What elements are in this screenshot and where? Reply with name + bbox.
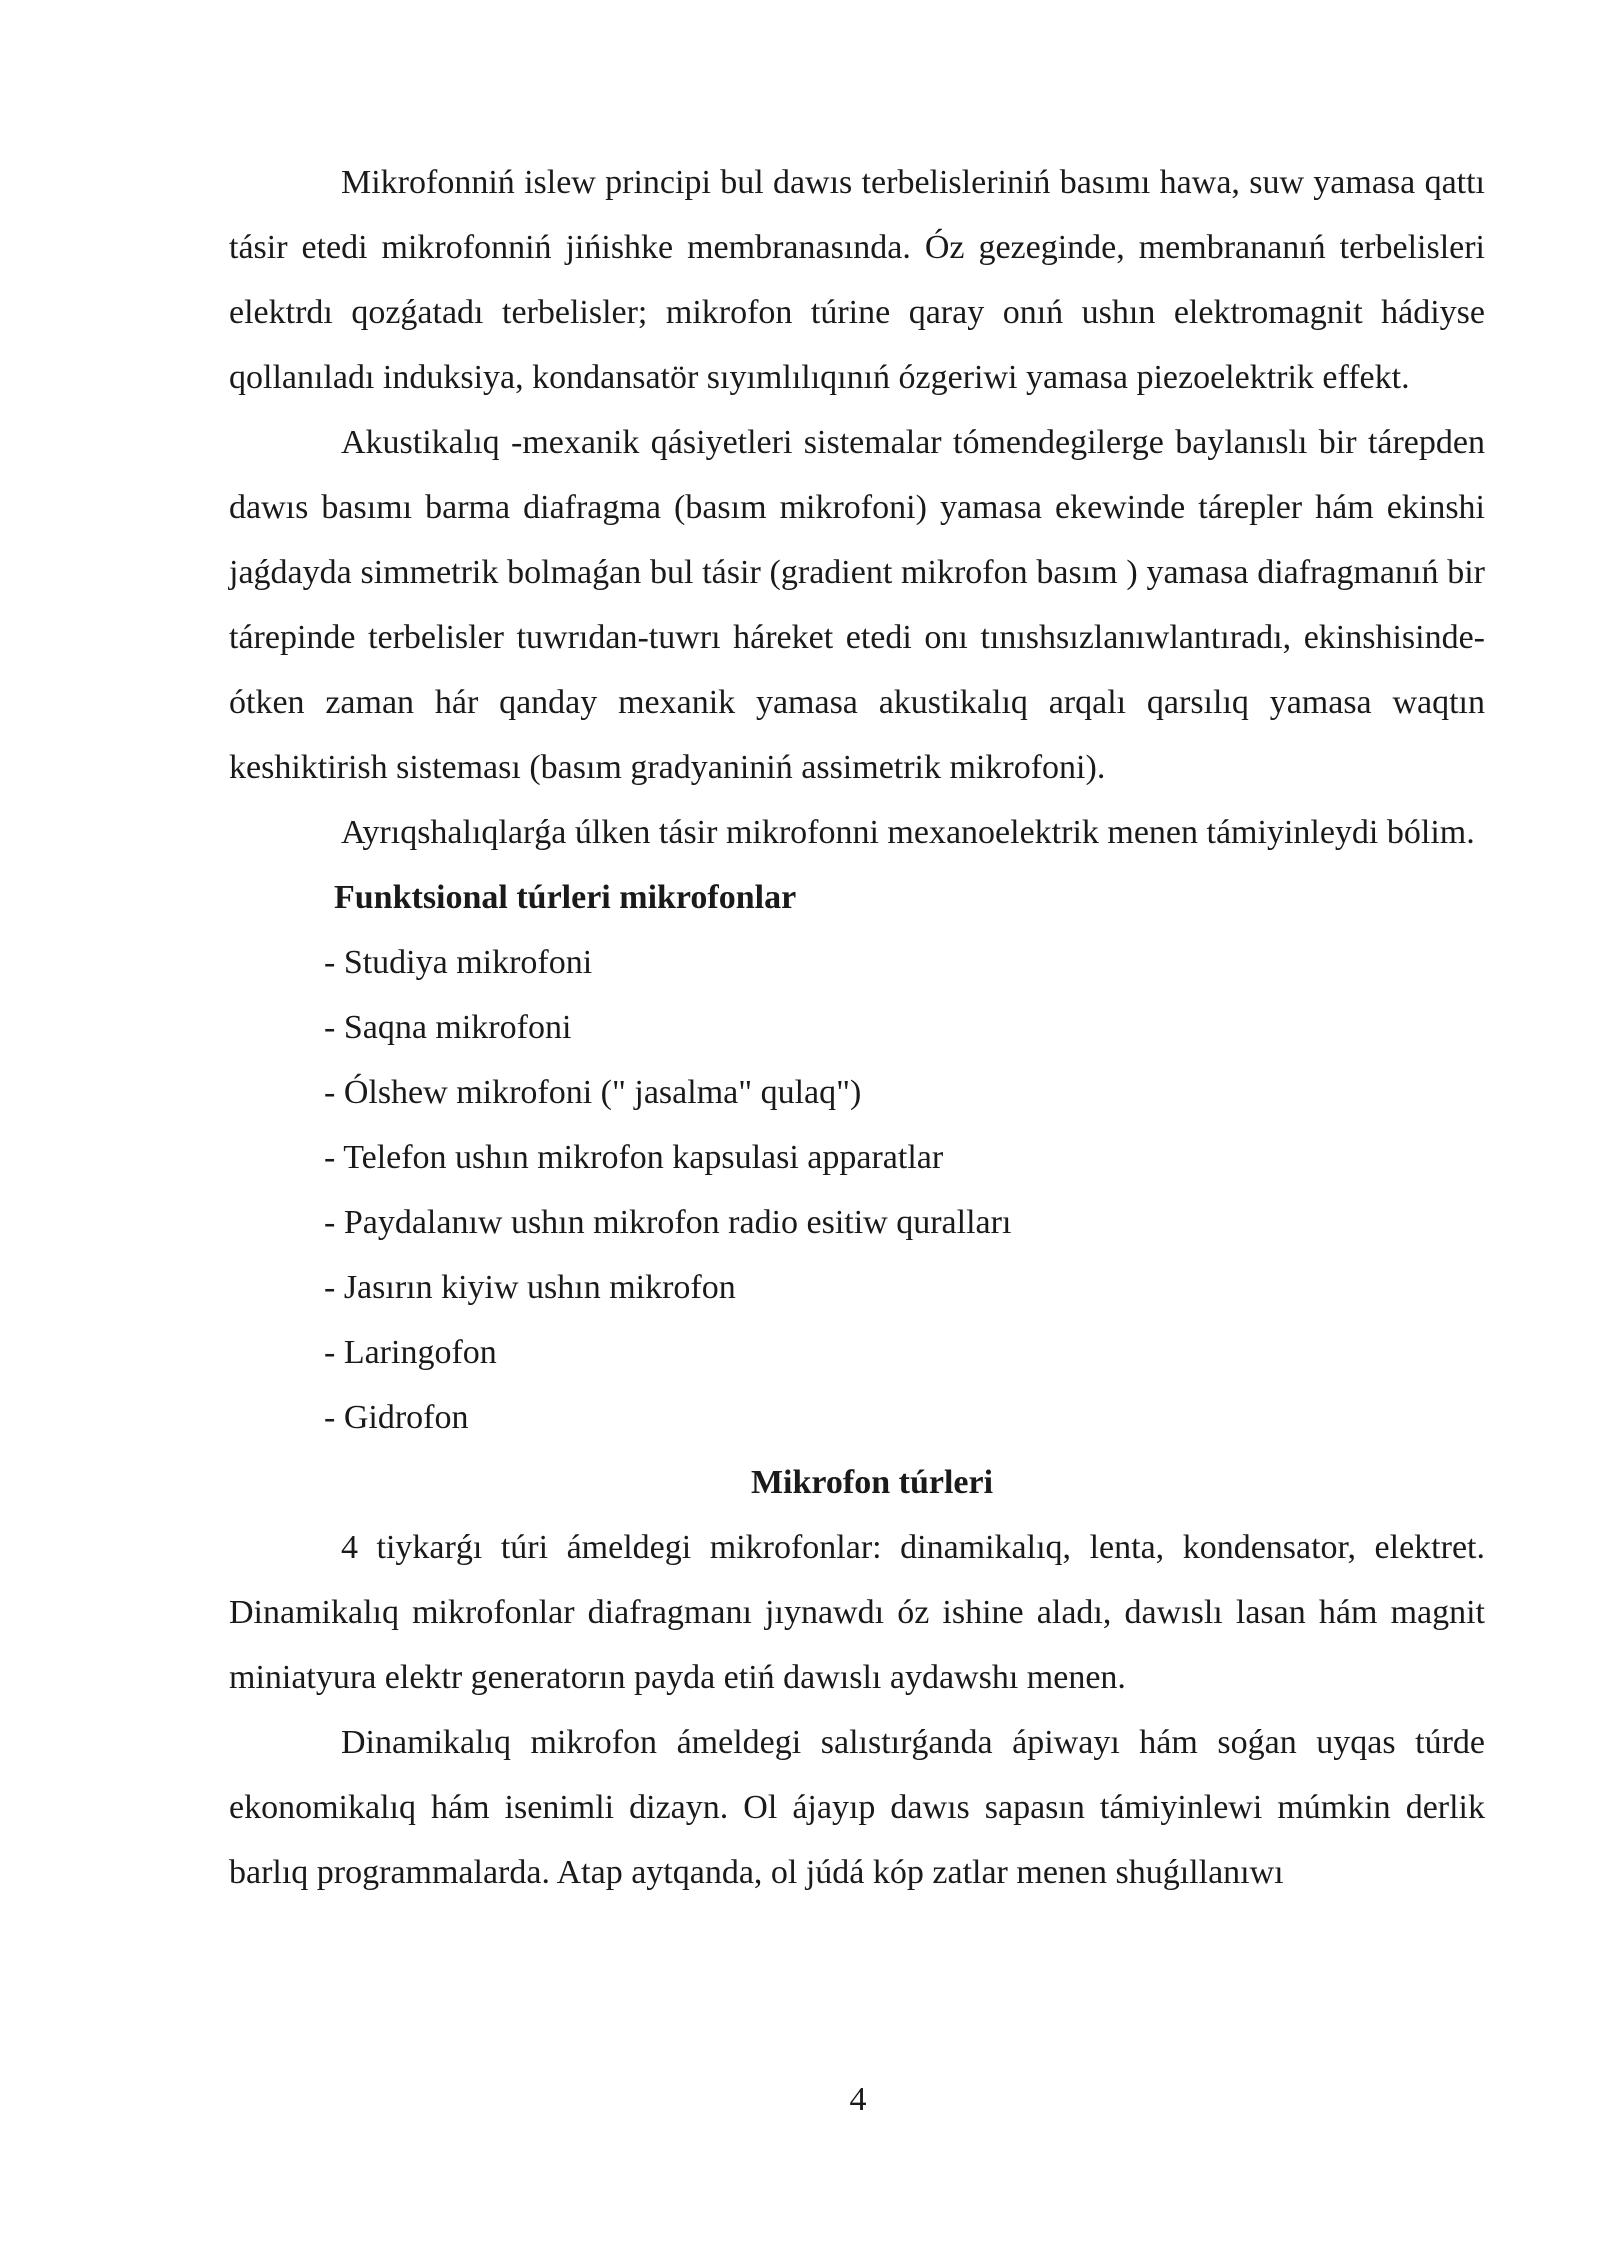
list-item: - Ólshew mikrofoni (" jasalma" qulaq") [324, 1074, 862, 1111]
microphone-types-list [229, 930, 1485, 1450]
list-item: - Gidrofon [324, 1399, 469, 1436]
section-heading: Funktsional túrleri mikrofonlar [334, 879, 797, 916]
list-item: - Laringofon [324, 1334, 497, 1371]
list-item: - Saqna mikrofoni [324, 1009, 572, 1046]
section-heading: Mikrofon túrleri [750, 1464, 994, 1501]
paragraph: Akustikalıq -mexanik qásiyetleri sistemalar tómendegilerge baylanıslı bir tárepden dawıs basımı barma diafragma (basım mikrofoni) yamasa ekewinde tárepler hám ekinshi jaǵdayda simmetrik bolmaǵan bul tásir (gradient mikrofon basım ) yamasa diafragmanıń bir tárepinde terbelisler tuwrıdan-tuwrı háreket etedi onı tınıshsızlanıwlantıradı, ekinshisinde-ótken zaman hár qanday mexanik yamasa akustikalıq arqalı qarsılıq yamasa waqtın keshiktirish sisteması (basım gradyaniniń assimetrik mikrofoni). [229, 424, 1485, 786]
list-item: - Jasırın kiyiw ushın mikrofon [324, 1269, 736, 1306]
list-item: - Studiya mikrofoni [324, 944, 593, 981]
list-item: - Paydalanıw ushın mikrofon radio esitiw quralları [324, 1204, 1012, 1241]
paragraph: Mikrofonniń islew principi bul dawıs terbelisleriniń basımı hawa, suw yamasa qattı tásir etedi mikrofonniń jińishke membranasında. Óz gezeginde, membrananıń terbelisleri elektrdı qozǵatadı terbelisler; mikrofon túrine qaray onıń ushın elektromagnit hádiyse qollanıladı induksiya, kondansatör sıyımlılıqınıń ózgeriwi yamasa piezoelektrik effekt. [229, 164, 1485, 396]
page-number: 4 [849, 2081, 867, 2118]
list-item: - Telefon ushın mikrofon kapsulasi apparatlar [324, 1139, 944, 1176]
document-page [229, 150, 1485, 1905]
paragraph: 4 tiykarǵı túri ámeldegi mikrofonlar: dinamikalıq, lenta, kondensator, elektret. Dinamikalıq mikrofonlar diafragmanı jıynawdı óz ishine aladı, dawıslı lasan hám magnit miniatyura elektr generatorın payda etiń dawıslı aydawshı menen. [229, 1529, 1485, 1696]
paragraph: Dinamikalıq mikrofon ámeldegi salıstırǵanda ápiwayı hám soǵan uyqas túrde ekonomikalıq hám isenimli dizayn. Ol ájayıp dawıs sapasın támiyinlewi múmkin derlik barlıq programmalarda. Atap aytqanda, ol júdá kóp zatlar menen shuǵıllanıwı [229, 1724, 1485, 1891]
paragraph: Ayrıqshalıqlarǵa úlken tásir mikrofonni mexanoelektrik menen támiyinleydi bólim. [341, 814, 1475, 851]
